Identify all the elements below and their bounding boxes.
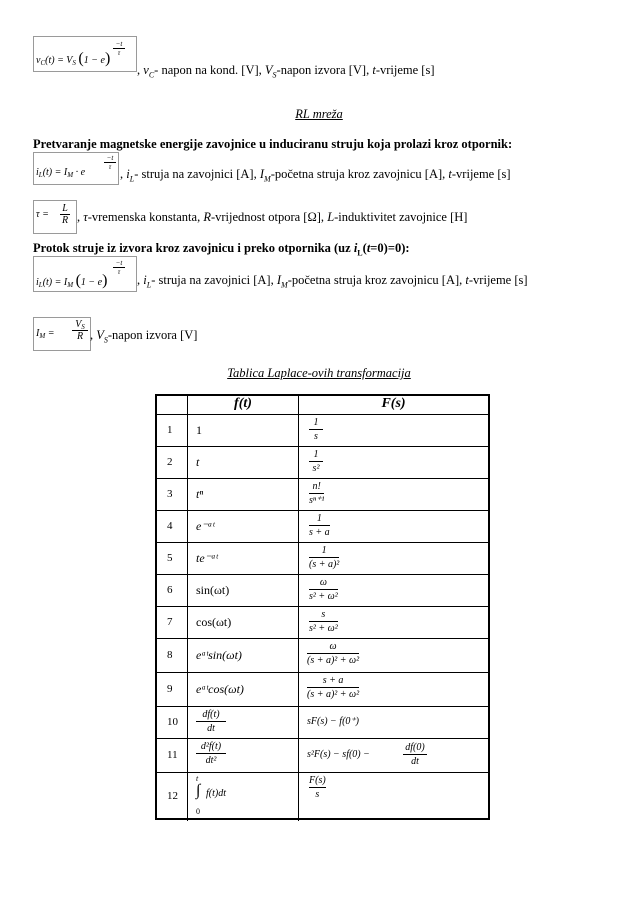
f-of-t-cell [187, 673, 298, 707]
f-of-t-cell [187, 773, 298, 821]
F-of-s-fraction [307, 641, 359, 666]
f-of-t-expression: t [196, 455, 200, 469]
rl-network-title: RL mreža [295, 107, 343, 121]
row-number: 4 [167, 520, 173, 532]
row-number: 8 [167, 649, 173, 661]
F-of-s-fraction-numerator: s + a [322, 675, 344, 686]
F-of-s-fraction-denominator: (s + a)² [309, 559, 340, 570]
f-of-t-cell [187, 739, 298, 773]
F-of-s-cell [298, 479, 488, 511]
F-of-s-fraction [309, 449, 323, 474]
F-of-s-fraction-bar [403, 754, 427, 755]
F-of-s-fraction [309, 481, 324, 506]
table-row [157, 606, 488, 639]
equation-max-current: $I_M$ = [36, 328, 55, 340]
section-heading-charge: Protok struje iz izvora kroz zavojnicu i preko otpornika (uz $i_L(t=0)=0$): [33, 241, 410, 258]
F-of-s-cell [298, 511, 488, 543]
row-number-cell [157, 543, 187, 575]
F-of-s-fraction [307, 675, 359, 700]
F-of-s-fraction [309, 545, 339, 570]
F-of-s-fraction-denominator: s [315, 789, 320, 800]
F-of-s-fraction [309, 513, 330, 538]
table-row [157, 542, 488, 575]
row-number: 6 [167, 584, 173, 596]
section-heading-discharge: Pretvaranje magnetske energije zavojnice u induciranu struju koja prolazi kroz otpornik: [33, 137, 513, 151]
F-of-s-fraction-numerator: 1 [313, 449, 319, 460]
f-of-t-expression: e⁻ᵃᵗ [196, 519, 215, 533]
row-number-cell [157, 415, 187, 447]
F-of-s-cell [298, 575, 488, 607]
F-of-s-fraction-denominator: s [314, 431, 318, 442]
F-of-s-fraction-denominator: (s + a)² + ω² [307, 655, 360, 666]
f-of-t-cell [187, 543, 298, 575]
row-number-cell [157, 707, 187, 739]
F-of-s-fraction-numerator: df(0) [405, 742, 425, 753]
table-row [157, 446, 488, 479]
row-number: 7 [167, 616, 173, 628]
F-of-s-fraction-numerator: s [321, 609, 326, 620]
row-number: 10 [167, 716, 178, 728]
exponent-fraction: −t τ [104, 154, 116, 171]
table-row [157, 638, 488, 673]
F-of-s-fraction-bar [307, 653, 359, 654]
table-row [157, 672, 488, 707]
F-of-s-fraction-numerator: 1 [316, 513, 322, 524]
derivative-fraction-bar [196, 753, 226, 754]
header-F-of-s: F(s) [298, 396, 488, 414]
row-number-cell [157, 479, 187, 511]
F-of-s-cell [298, 607, 488, 639]
F-of-s-fraction [309, 417, 323, 442]
row-number-cell [157, 673, 187, 707]
F-of-s-fraction-numerator: F(s) [309, 775, 326, 786]
exponent-fraction: −t τ [113, 40, 125, 57]
F-of-s-prefix: s²F(s) − sf(0) − [307, 749, 370, 760]
f-of-t-cell [187, 575, 298, 607]
F-of-s-fraction-bar [309, 525, 330, 526]
header-num-cell [157, 396, 187, 414]
F-of-s-fraction-bar [309, 589, 338, 590]
F-of-s-fraction-bar [309, 557, 339, 558]
F-of-s-fraction-bar [309, 429, 323, 430]
F-of-s-cell [298, 639, 488, 673]
F-of-s-fraction-bar [309, 621, 338, 622]
table-caption: Tablica Laplace-ovih transformacija [227, 366, 411, 380]
integral-sign: ∫ [196, 782, 201, 799]
row-number: 3 [167, 488, 173, 500]
header-f-of-t: f(t) [187, 396, 298, 414]
f-of-t-cell [187, 639, 298, 673]
table-row [157, 738, 488, 773]
f-of-t-cell [187, 511, 298, 543]
f-of-t-expression: eᵃᵗcos(ωt) [196, 682, 244, 696]
F-of-s-cell [298, 707, 488, 739]
F-of-s-fraction-denominator: sⁿ⁺¹ [309, 495, 325, 506]
F-of-s-cell [298, 773, 488, 821]
f-of-t-expression: 1 [196, 423, 202, 437]
F-of-s-cell [298, 739, 488, 773]
time-constant-fraction: L R [61, 203, 69, 226]
F-of-s-expression: sF(s) − f(0⁺) [307, 716, 360, 727]
F-of-s-cell [298, 447, 488, 479]
max-current-fraction: $V_S$ R [72, 319, 88, 342]
f-of-t-expression: tⁿ [196, 487, 204, 501]
integral-body: f(t)dt [206, 788, 226, 799]
equation-time-constant: τ = [36, 209, 49, 220]
table-row [157, 574, 488, 607]
integral-upper-limit: t [196, 774, 199, 783]
exponent-fraction: −t τ [113, 259, 125, 276]
equation-inductor-current-rise: $i_L(t) = I_M$ (1 − e) [36, 272, 108, 289]
F-of-s-fraction-denominator: s² [312, 463, 320, 474]
derivative-fraction-numerator: df(t) [202, 709, 220, 720]
integral-lower-limit: 0 [196, 807, 200, 816]
derivative-fraction-denominator: dt² [205, 755, 217, 766]
row-number-cell [157, 639, 187, 673]
F-of-s-fraction-numerator: 1 [313, 417, 319, 428]
F-of-s-fraction-denominator: s² + ω² [309, 623, 338, 634]
F-of-s-fraction-denominator: s² + ω² [309, 591, 338, 602]
derivative-fraction-bar [196, 721, 226, 722]
f-of-t-cell [187, 479, 298, 511]
F-of-s-fraction-denominator: s + a [309, 527, 330, 538]
F-of-s-cell [298, 415, 488, 447]
row-number-cell [157, 447, 187, 479]
equation-capacitor-voltage: $v_C(t) = V_S$ (1 − e) [36, 50, 111, 67]
row-number: 12 [167, 790, 178, 802]
derivative-fraction [196, 741, 226, 766]
F-of-s-fraction-numerator: ω [319, 577, 327, 588]
f-of-t-cell [187, 447, 298, 479]
F-of-s-fraction [403, 742, 427, 767]
f-of-t-expression: sin(ωt) [196, 583, 230, 597]
derivative-fraction-numerator: d²f(t) [200, 741, 222, 752]
row-number-cell [157, 739, 187, 773]
equation-inductor-current-decay: $i_L(t) = I_M \cdot e$ [36, 167, 86, 179]
f-of-t-cell [187, 415, 298, 447]
F-of-s-fraction [309, 609, 338, 634]
table-row [157, 478, 488, 511]
row-number-cell [157, 607, 187, 639]
f-of-t-expression: te⁻ᵃᵗ [196, 551, 218, 565]
F-of-s-fraction-bar [307, 687, 359, 688]
F-of-s-fraction-bar [309, 461, 323, 462]
table-header-row [157, 396, 488, 414]
eq1-description: , $v_C-$ napon na kond. [V], $V_S$-napon izvora [V], t-vrijeme [s] [137, 63, 435, 80]
eq4-description: , $i_L-$ struja na zavojnici [A], $I_M$-početna struja kroz zavojnicu [A], t-vrijeme [s] [137, 273, 528, 290]
f-of-t-cell [187, 707, 298, 739]
F-of-s-fraction-numerator: ω [329, 641, 337, 652]
row-number-cell [157, 773, 187, 821]
eq2-description: , $i_L-$ struja na zavojnici [A], $I_M$-početna struja kroz zavojnicu [A], t-vrijeme [s] [120, 167, 511, 184]
F-of-s-fraction-bar [309, 493, 324, 494]
f-of-t-expression: cos(ωt) [196, 615, 232, 629]
F-of-s-cell [298, 673, 488, 707]
f-of-t-expression: eᵃᵗsin(ωt) [196, 648, 242, 662]
table-row [157, 706, 488, 739]
row-number: 9 [167, 683, 173, 695]
eq3-description: , τ-vremenska konstanta, R-vrijednost otpora [Ω], L-induktivitet zavojnice [H] [77, 210, 468, 224]
row-number-cell [157, 511, 187, 543]
F-of-s-fraction-denominator: dt [411, 756, 419, 767]
F-of-s-fraction [309, 775, 326, 800]
row-number: 2 [167, 456, 173, 468]
laplace-table [155, 394, 490, 820]
table-row [157, 772, 488, 821]
f-of-t-cell [187, 607, 298, 639]
eq5-description: , $V_S$-napon izvora [V] [90, 328, 198, 345]
F-of-s-fraction-bar [309, 787, 326, 788]
derivative-fraction-denominator: dt [207, 723, 215, 734]
F-of-s-fraction [309, 577, 338, 602]
row-number: 11 [167, 749, 178, 761]
F-of-s-fraction-numerator: n! [312, 481, 321, 492]
derivative-fraction [196, 709, 226, 734]
row-number-cell [157, 575, 187, 607]
row-number: 1 [167, 424, 173, 436]
row-number: 5 [167, 552, 173, 564]
table-row [157, 414, 488, 447]
table-row [157, 510, 488, 543]
F-of-s-fraction-numerator: 1 [321, 545, 327, 556]
F-of-s-cell [298, 543, 488, 575]
F-of-s-fraction-denominator: (s + a)² + ω² [307, 689, 360, 700]
